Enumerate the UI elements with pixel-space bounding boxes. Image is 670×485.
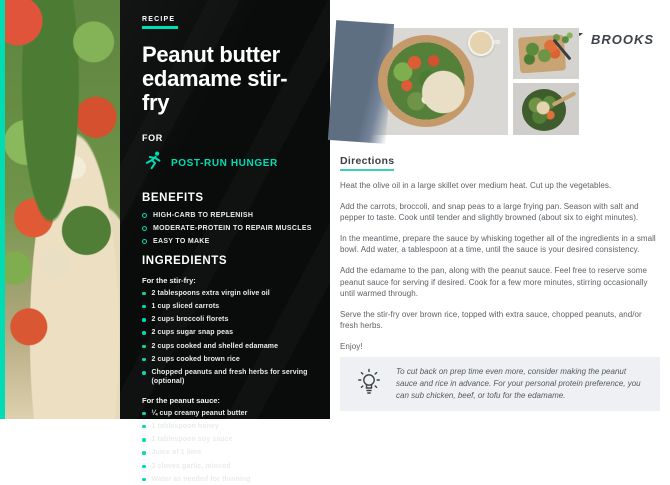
ingredient-item <box>142 316 314 325</box>
sauce-cup-shape <box>468 30 494 56</box>
dot-bullet-icon <box>142 305 146 309</box>
for-value: POST-RUN HUNGER <box>171 157 278 169</box>
ingredient-item <box>142 436 314 445</box>
tip-text: To cut back on prep time even more, consider making the peanut sauce and rice in advance. For your personal protein preference, you can sub chicken, beef, or tofu for the edamame. <box>396 367 641 400</box>
benefit-text: EASY TO MAKE <box>153 237 210 245</box>
stirfry-sublabel: For the stir-fry: <box>142 275 196 285</box>
sauce-ingredients-list <box>142 410 314 485</box>
for-label: FOR <box>142 132 163 143</box>
for-row <box>142 150 314 177</box>
recipe-panel <box>120 0 330 483</box>
recipe-title: Peanut butter edamame stir-fry <box>142 42 288 116</box>
direction-paragraph: Heat the olive oil in a large skillet over medium heat. Cut up the vegetables. <box>340 181 612 190</box>
directions-title: Directions <box>340 155 394 171</box>
dot-bullet-icon <box>142 371 146 375</box>
sauce-sublabel: For the peanut sauce: <box>142 395 220 405</box>
brand-name: BROOKS <box>590 31 654 47</box>
ingredient-item <box>142 463 314 472</box>
dot-bullet-icon <box>142 292 146 296</box>
recipe-tag-underline <box>142 26 178 29</box>
ingredient-text: ¼ cup creamy peanut butter <box>151 409 248 417</box>
ingredient-text: Chopped peanuts and fresh herbs for serving (optional) <box>151 369 308 385</box>
directions-section <box>340 151 658 353</box>
ingredient-text: Juice of 1 lime <box>151 449 202 457</box>
bowl-shape <box>378 35 474 127</box>
dot-bullet-icon <box>142 345 146 349</box>
ingredient-item <box>142 476 314 485</box>
ingredient-text: 2 cups cooked brown rice <box>151 355 240 363</box>
dot-bullet-icon <box>142 478 146 482</box>
chopped-veggies-photo <box>513 28 579 79</box>
ingredient-text: 3 cloves garlic, minced <box>151 462 231 470</box>
ring-bullet-icon <box>142 239 147 244</box>
dot-bullet-icon <box>142 318 146 322</box>
ingredient-item <box>142 303 314 312</box>
benefits-title: BENEFITS <box>142 191 204 204</box>
stirfry-closeup-photo <box>0 0 120 419</box>
ingredient-item <box>142 369 314 387</box>
ingredient-item <box>142 410 314 419</box>
ingredient-item <box>142 329 314 338</box>
ingredients-title: INGREDIENTS <box>142 254 228 267</box>
dot-bullet-icon <box>142 331 146 335</box>
ingredient-item <box>142 356 314 365</box>
teal-accent-bar <box>0 0 5 419</box>
benefit-item <box>142 225 314 232</box>
ingredient-text: 2 cups cooked and shelled edamame <box>151 342 279 350</box>
stirfry-bowl-photo <box>340 28 508 135</box>
dot-bullet-icon <box>142 425 146 429</box>
ring-bullet-icon <box>142 226 147 231</box>
frying-pan-photo <box>513 83 579 135</box>
dot-bullet-icon <box>142 438 146 442</box>
direction-paragraph: Add the carrots, broccoli, and snap peas to a large frying pan. Season with salt and pepper to taste. Cook until tender and slightly browned (about six to eight minutes). <box>340 201 639 223</box>
recipe-tag: RECIPE <box>142 16 176 23</box>
dot-bullet-icon <box>142 451 146 455</box>
ingredient-text: 1 tablespoon honey <box>151 422 220 430</box>
dot-bullet-icon <box>142 412 146 416</box>
ingredient-item <box>142 423 314 432</box>
dot-bullet-icon <box>142 465 146 469</box>
benefit-item <box>142 212 314 219</box>
ingredient-text: 2 cups sugar snap peas <box>151 329 234 337</box>
ingredient-item <box>142 449 314 458</box>
photo-collage-column <box>513 28 579 135</box>
benefit-text: MODERATE-PROTEIN TO REPAIR MUSCLES <box>153 224 312 232</box>
direction-paragraph: Serve the stir-fry over brown rice, topped with extra sauce, chopped peanuts, and/or fresh herbs. <box>340 309 642 331</box>
benefits-list <box>142 212 314 245</box>
stirfry-ingredients-list <box>142 290 314 387</box>
tip-box <box>340 357 660 411</box>
directions-panel <box>330 0 670 419</box>
benefit-text: HIGH-CARB TO REPLENISH <box>153 211 254 219</box>
ingredient-item <box>142 290 314 299</box>
lightbulb-icon <box>356 367 382 402</box>
benefit-item <box>142 238 314 245</box>
runner-icon <box>142 150 164 177</box>
dot-bullet-icon <box>142 358 146 362</box>
pan-shape <box>522 89 566 131</box>
direction-paragraph: Enjoy! <box>340 341 363 351</box>
ingredient-text: 1 cup sliced carrots <box>151 302 220 310</box>
direction-paragraph: Add the edamame to the pan, along with the peanut sauce. Feel free to reserve some peanut sauce for serving if desired. Cook for a few more minutes, stirring occasionally until warmed through. <box>340 265 648 299</box>
ingredient-text: 2 tablespoons extra virgin olive oil <box>151 289 270 297</box>
ingredient-text: Water as needed for thinning <box>151 475 251 483</box>
ingredient-text: 1 tablespoon soy sauce <box>151 436 233 444</box>
ring-bullet-icon <box>142 213 147 218</box>
ingredient-text: 2 cups broccoli florets <box>151 316 229 324</box>
direction-paragraph: In the meantime, prepare the sauce by whisking together all of the ingredients in a small bowl. Add water, a tablespoon at a time, until the sauce is your desired consistency. <box>340 233 656 255</box>
ingredient-item <box>142 343 314 352</box>
